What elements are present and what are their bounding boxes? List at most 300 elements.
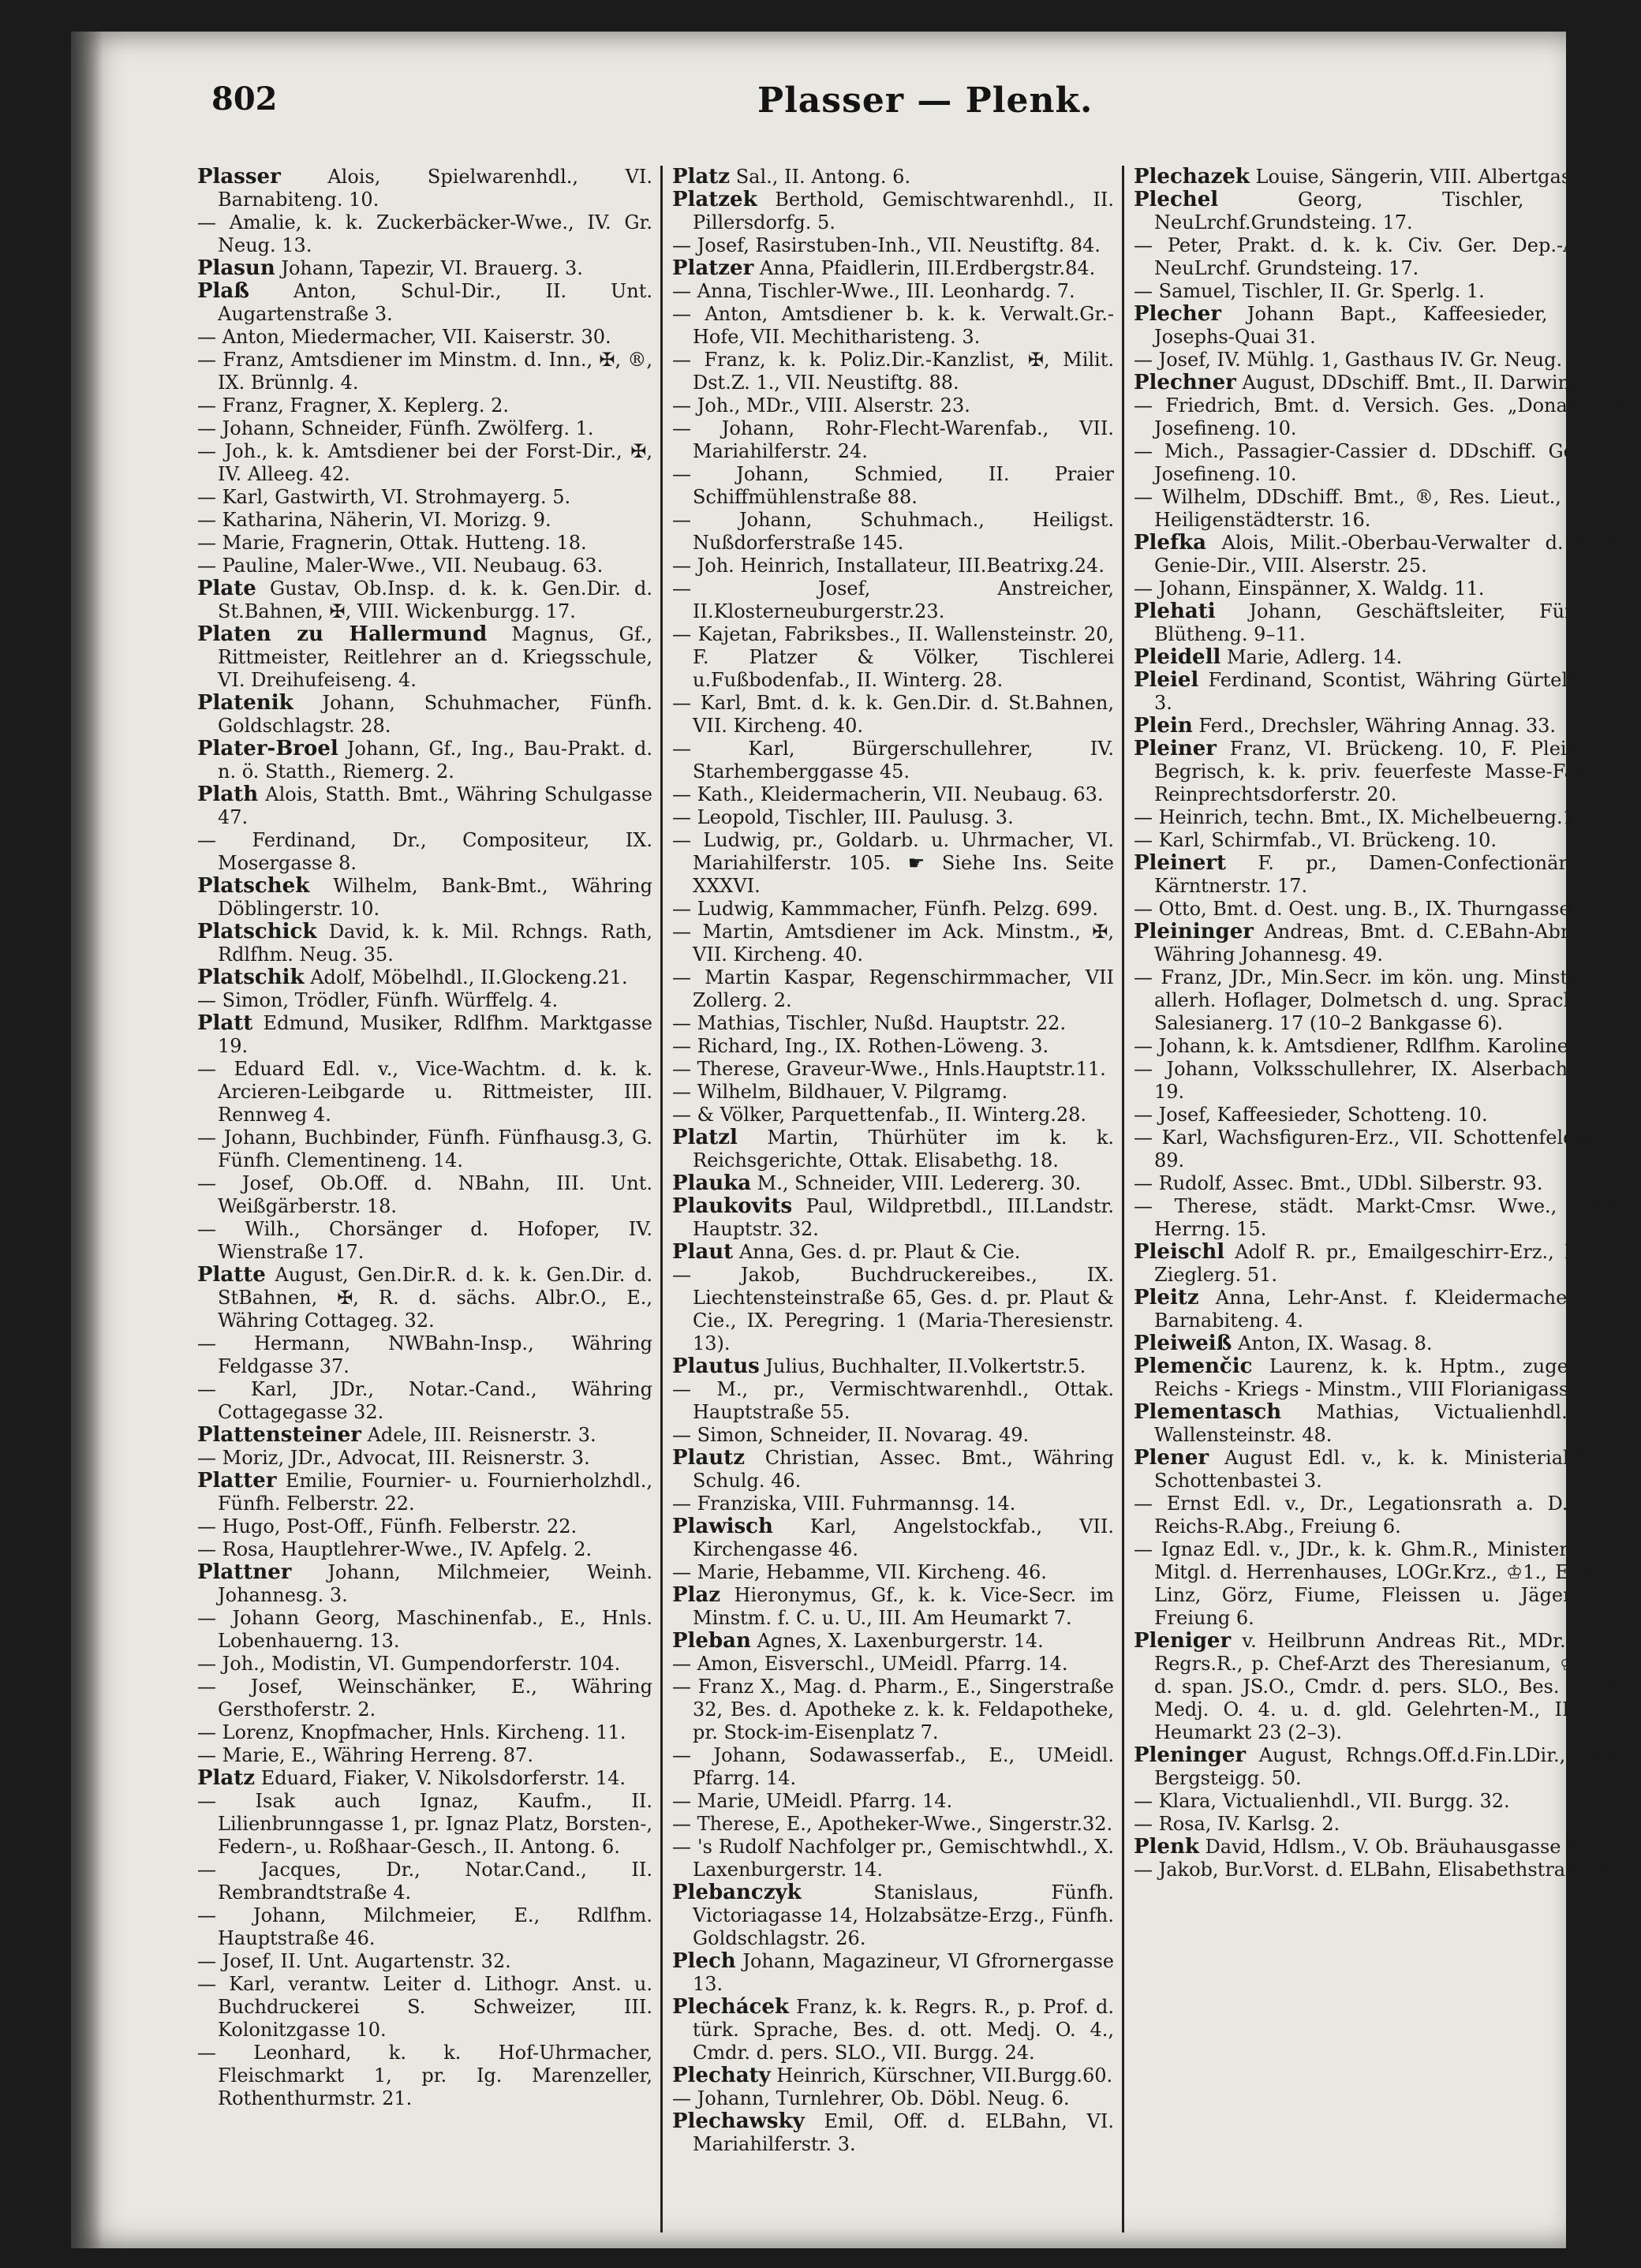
directory-entry bbox=[1134, 189, 1629, 234]
directory-entry bbox=[672, 417, 1114, 463]
directory-entry bbox=[1134, 1172, 1629, 1195]
entry-surname: Plath bbox=[197, 783, 259, 806]
entry-details: Marie, Adlerg. 14. bbox=[1220, 646, 1403, 668]
directory-entry bbox=[197, 875, 652, 921]
entry-details: Adele, III. Reisnerstr. 3. bbox=[361, 1424, 596, 1446]
directory-entry bbox=[672, 829, 1114, 898]
book-spine-shadow bbox=[71, 32, 103, 2248]
directory-entry bbox=[197, 349, 652, 394]
entry-details: — Leonhard, k. k. Hof-Uhrmacher, Fleischmarkt 1, pr. Ig. Marenzeller, Rothenthurmstr. 21. bbox=[197, 2042, 652, 2109]
directory-entry bbox=[672, 692, 1114, 738]
directory-entry bbox=[672, 1561, 1114, 1584]
entry-details: Berthold, Gemischtwarenhdl., II. Pillersdorfg. 5. bbox=[693, 189, 1114, 234]
entry-details: — Johann, Milchmeier, E., Rdlfhm. Hauptstraße 46. bbox=[197, 1904, 652, 1949]
directory-entry bbox=[197, 394, 652, 417]
entry-details: — Katharina, Näherin, VI. Morizg. 9. bbox=[197, 509, 551, 531]
directory-entry bbox=[1134, 1104, 1629, 1127]
directory-entry bbox=[1134, 166, 1629, 189]
entry-surname: Pleidell bbox=[1134, 645, 1221, 669]
directory-entry bbox=[1134, 1355, 1629, 1401]
directory-entry bbox=[197, 1607, 652, 1653]
directory-entry bbox=[197, 2042, 652, 2110]
directory-entry bbox=[1134, 1058, 1629, 1104]
entry-details: Johann, Gf., Ing., Bau-Prakt. d. n. ö. Statth., Riemerg. 2. bbox=[218, 738, 652, 783]
entry-details: — Ludwig, pr., Goldarb. u. Uhrmacher, VI. Mariahilferstr. 105. ☛ Siehe Ins. Seite XXXVI. bbox=[672, 829, 1114, 897]
entry-details: — Karl, Bmt. d. k. k. Gen.Dir. d. St.Bahnen, VII. Kircheng. 40. bbox=[672, 692, 1114, 737]
entry-details: — Johann, Sodawasserfab., E., UMeidl. Pfarrg. 14. bbox=[672, 1744, 1114, 1789]
directory-entry bbox=[672, 280, 1114, 303]
directory-entry bbox=[1134, 372, 1629, 394]
entry-surname: Plechazek bbox=[1134, 165, 1250, 189]
directory-entry bbox=[197, 1904, 652, 1950]
entry-surname: Pleininger bbox=[1134, 920, 1254, 943]
directory-entry bbox=[672, 1264, 1114, 1355]
directory-entry bbox=[1134, 1630, 1629, 1744]
entry-details: — Josef, II. Unt. Augartenstr. 32. bbox=[197, 1950, 511, 1972]
entry-details: — Wilhelm, Bildhauer, V. Pilgramg. bbox=[672, 1081, 1008, 1103]
entry-details: — Karl, Bürgerschullehrer, IV. Starhemberggasse 45. bbox=[672, 738, 1114, 783]
directory-entry bbox=[1134, 1538, 1629, 1630]
entry-surname: Pleinert bbox=[1134, 851, 1226, 875]
entry-details: — Josef, Ob.Off. d. NBahn, III. Unt. Weißgärberstr. 18. bbox=[197, 1172, 652, 1217]
directory-entry bbox=[672, 1744, 1114, 1790]
directory-entry bbox=[197, 783, 652, 829]
entry-details: — Johann, Buchbinder, Fünfh. Fünfhausg.3, G. Fünfh. Clementineng. 14. bbox=[197, 1127, 652, 1171]
entry-details: — Franz, k. k. Poliz.Dir.-Kanzlist, ✠, Milit. Dst.Z. 1., VII. Neustiftg. 88. bbox=[672, 349, 1114, 394]
directory-entry bbox=[672, 783, 1114, 806]
entry-details: — Marie, Fragnerin, Ottak. Hutteng. 18. bbox=[197, 532, 587, 554]
entry-details: — Anna, Tischler-Wwe., III. Leonhardg. 7. bbox=[672, 280, 1075, 302]
entry-details: — Anton, Miedermacher, VII. Kaiserstr. 30. bbox=[197, 326, 611, 348]
entry-details: — Heinrich, techn. Bmt., IX. Michelbeuerng.1. bbox=[1134, 806, 1581, 828]
entry-details: — Johann, Turnlehrer, Ob. Döbl. Neug. 6. bbox=[672, 2087, 1070, 2109]
entry-details: — Isak auch Ignaz, Kaufm., II. Lilienbrunngasse 1, pr. Ignaz Platz, Borsten-, Federn-, u. Roßhaar-Gesch., II. Antong. 6. bbox=[197, 1790, 652, 1858]
entry-details: — Otto, Bmt. d. Oest. ung. B., IX. Thurngasse 5. bbox=[1134, 898, 1595, 920]
entry-details: — Rudolf, Assec. Bmt., UDbl. Silberstr. 93. bbox=[1134, 1172, 1543, 1194]
directory-entry bbox=[1134, 1241, 1629, 1287]
directory-entry bbox=[672, 966, 1114, 1012]
entry-details: — Johann, Rohr-Flecht-Warenfab., VII. Mariahilferstr. 24. bbox=[672, 417, 1114, 462]
directory-entry bbox=[1134, 829, 1629, 852]
directory-entry bbox=[197, 509, 652, 532]
directory-entry bbox=[1134, 646, 1629, 669]
entry-details: — Mich., Passagier-Cassier d. DDschiff. Ges., II. Josefineng. 10. bbox=[1134, 440, 1629, 485]
entry-details: — Karl, Wachsfiguren-Erz., VII. Schottenfeldgasse 89. bbox=[1134, 1127, 1629, 1171]
directory-entry bbox=[197, 1127, 652, 1172]
entry-details: — Kath., Kleidermacherin, VII. Neubaug. 63. bbox=[672, 783, 1104, 805]
directory-entry bbox=[1134, 1744, 1629, 1790]
directory-entry bbox=[197, 1058, 652, 1127]
directory-entry bbox=[672, 806, 1114, 829]
entry-details: Karl, Angelstockfab., VII. Kirchengasse 46. bbox=[693, 1515, 1114, 1560]
directory-entry bbox=[197, 623, 652, 692]
entry-surname: Plautz bbox=[672, 1446, 745, 1470]
entry-details: David, k. k. Mil. Rchngs. Rath, Rdlfhm. Neug. 35. bbox=[218, 921, 652, 966]
entry-details: — Joh., MDr., VIII. Alserstr. 23. bbox=[672, 394, 970, 417]
entry-details: Sal., II. Antong. 6. bbox=[730, 166, 911, 188]
entry-surname: Plebanczyk bbox=[672, 1881, 802, 1904]
entry-details: Anna, Ges. d. pr. Plaut & Cie. bbox=[733, 1241, 1021, 1263]
entry-details: Magnus, Gf., Rittmeister, Reitlehrer an d. Kriegsschule, VI. Dreihufeiseng. 4. bbox=[218, 623, 652, 691]
entry-surname: Platzl bbox=[672, 1126, 738, 1149]
entry-details: — Karl, Gastwirth, VI. Strohmayerg. 5. bbox=[197, 486, 571, 508]
entry-details: Georg, Tischler, E., NeuLrchf.Grundsteing. 17. bbox=[1154, 189, 1629, 234]
entry-details: Anton, IX. Wasag. 8. bbox=[1232, 1332, 1433, 1354]
entry-details: — Anton, Amtsdiener b. k. k. Verwalt.Gr.-Hofe, VII. Mechitharisteng. 3. bbox=[672, 303, 1114, 348]
directory-entry bbox=[197, 1721, 652, 1744]
entry-surname: Platen zu Hallermund bbox=[197, 622, 488, 646]
entry-surname: Plechner bbox=[1134, 371, 1236, 394]
entry-details: — Marie, UMeidl. Pfarrg. 14. bbox=[672, 1790, 953, 1812]
directory-entry bbox=[1134, 1493, 1629, 1538]
entry-details: — Joh., Modistin, VI. Gumpendorferstr. 104. bbox=[197, 1653, 621, 1675]
entry-surname: Plate bbox=[197, 577, 256, 600]
entry-details: Hieronymus, Gf., k. k. Vice-Secr. im Minstm. f. C. u. U., III. Am Heumarkt 7. bbox=[693, 1584, 1114, 1629]
directory-entry bbox=[672, 2087, 1114, 2110]
running-head: Plasser — Plenk. bbox=[757, 80, 1093, 121]
entry-details: Alois, Spielwarenhdl., VI. Barnabiteng. 10. bbox=[218, 166, 652, 211]
directory-entry bbox=[672, 189, 1114, 234]
directory-entry bbox=[672, 898, 1114, 921]
directory-entry bbox=[672, 1515, 1114, 1561]
directory-entry bbox=[672, 577, 1114, 623]
entry-details: — Mathias, Tischler, Nußd. Hauptstr. 22. bbox=[672, 1012, 1067, 1034]
entry-details: Julius, Buchhalter, II.Volkertstr.5. bbox=[759, 1355, 1086, 1377]
entry-details: Laurenz, k. k. Hptm., zugeth. d. Reichs - Kriegs - Minstm., VIII Florianigasse 10. bbox=[1154, 1355, 1629, 1400]
directory-entry bbox=[197, 1744, 652, 1767]
directory-entry bbox=[1134, 1447, 1629, 1493]
entry-details: — Karl, Schirmfab., VI. Brückeng. 10. bbox=[1134, 829, 1497, 851]
entry-details: — Johann Georg, Maschinenfab., E., Hnls. Lobenhauerng. 13. bbox=[197, 1607, 652, 1652]
entry-details: Ferdinand, Scontist, Währing Gürtelstraße 3. bbox=[1154, 669, 1629, 714]
entry-surname: Pleban bbox=[672, 1629, 751, 1653]
entry-details: — Kajetan, Fabriksbes., II. Wallensteinstr. 20, F. Platzer & Völker, Tischlerei u.Fußbodenfab., II. Winterg. 28. bbox=[672, 623, 1114, 691]
entry-details: Alois, Milit.-Oberbau-Verwalter d. k. k. Genie-Dir., VIII. Alserstr. 25. bbox=[1154, 532, 1629, 577]
page-number: 802 bbox=[211, 80, 278, 118]
entry-surname: Plenk bbox=[1134, 1835, 1199, 1859]
entry-details: — 's Rudolf Nachfolger pr., Gemischtwhdl., X. Laxenburgerstr. 14. bbox=[672, 1836, 1114, 1881]
directory-entry bbox=[1134, 600, 1629, 646]
entry-details: — Johann, Volksschullehrer, IX. Alserbachstraße 19. bbox=[1134, 1058, 1629, 1103]
entry-surname: Platzer bbox=[672, 256, 754, 280]
entry-details: — Rosa, IV. Karlsg. 2. bbox=[1134, 1813, 1340, 1835]
directory-entry bbox=[1134, 349, 1629, 372]
entry-details: — Jacques, Dr., Notar.Cand., II. Rembrandtstraße 4. bbox=[197, 1859, 652, 1904]
directory-entry bbox=[197, 1378, 652, 1424]
directory-entry bbox=[672, 1172, 1114, 1195]
directory-entry bbox=[197, 280, 652, 326]
directory-entry bbox=[672, 555, 1114, 577]
entry-surname: Pleiweiß bbox=[1134, 1332, 1232, 1355]
entry-details: — Franz X., Mag. d. Pharm., E., Singerstraße 32, Bes. d. Apotheke z. k. k. Feldapotheke, pr. Stock-im-Eisenplatz 7. bbox=[672, 1676, 1114, 1743]
directory-entry bbox=[197, 532, 652, 555]
entry-surname: Platzek bbox=[672, 188, 757, 211]
entry-details: Martin, Thürhüter im k. k. Reichsgerichte, Ottak. Elisabethg. 18. bbox=[693, 1127, 1114, 1171]
directory-entry bbox=[672, 1836, 1114, 1881]
entry-details: Johann, Milchmeier, Weinh. Johannesg. 3. bbox=[218, 1561, 652, 1606]
directory-entry bbox=[197, 1790, 652, 1859]
directory-entry bbox=[197, 829, 652, 875]
directory-entry bbox=[672, 1630, 1114, 1653]
entry-details: — Karl, verantw. Leiter d. Lithogr. Anst. u. Buchdruckerei S. Schweizer, III. Kolonitzgasse 10. bbox=[197, 1973, 652, 2041]
directory-entry bbox=[197, 1767, 652, 1790]
directory-entry bbox=[197, 486, 652, 509]
directory-entry bbox=[197, 966, 652, 989]
entry-details: — Rosa, Hauptlehrer-Wwe., IV. Apfelg. 2. bbox=[197, 1538, 592, 1560]
directory-entry bbox=[197, 1950, 652, 1973]
entry-details: — Peter, Prakt. d. k. k. Civ. Ger. Dep.-Amtes, NeuLrchf. Grundsteing. 17. bbox=[1134, 234, 1629, 279]
directory-entry bbox=[1134, 486, 1629, 532]
directory-entry bbox=[1134, 715, 1629, 738]
entry-details: — Martin Kaspar, Regenschirmmacher, VII Zollerg. 2. bbox=[672, 966, 1114, 1011]
directory-entry bbox=[197, 1470, 652, 1515]
entry-details: — Friedrich, Bmt. d. Versich. Ges. „Donau“, II. Josefineng. 10. bbox=[1134, 394, 1629, 439]
directory-entry bbox=[672, 257, 1114, 280]
entry-surname: Plautus bbox=[672, 1354, 760, 1378]
directory-entry bbox=[672, 1081, 1114, 1104]
directory-entry bbox=[1134, 1035, 1629, 1058]
entry-surname: Platschek bbox=[197, 874, 310, 898]
directory-entry bbox=[672, 921, 1114, 966]
entry-details: — Pauline, Maler-Wwe., VII. Neubaug. 63. bbox=[197, 555, 604, 577]
directory-entry bbox=[672, 463, 1114, 509]
entry-details: — Ernst Edl. v., Dr., Legationsrath a. D., ♔3., Reichs-R.Abg., Freiung 6. bbox=[1134, 1493, 1629, 1538]
entry-details: Adolf, Möbelhdl., II.Glockeng.21. bbox=[304, 966, 628, 988]
entry-details: Alois, Statth. Bmt., Währing Schulgasse 47. bbox=[218, 783, 652, 828]
entry-details: — Ludwig, Kammmacher, Fünfh. Pelzg. 699. bbox=[672, 898, 1099, 920]
entry-surname: Platschik bbox=[197, 966, 305, 989]
directory-entry bbox=[197, 577, 652, 623]
directory-entry bbox=[672, 1378, 1114, 1424]
entry-details: Emilie, Fournier- u. Fournierholzhdl., Fünfh. Felberstr. 22. bbox=[218, 1470, 652, 1515]
entry-surname: Platte bbox=[197, 1263, 266, 1287]
entry-surname: Plechácek bbox=[672, 1995, 789, 2019]
entry-details: Stanislaus, Fünfh. Victoriagasse 14, Holzabsätze-Erzg., Fünfh. Goldschlagstr. 26. bbox=[693, 1881, 1114, 1949]
entry-details: — Johann, Schneider, Fünfh. Zwölferg. 1. bbox=[197, 417, 594, 439]
directory-entry bbox=[1134, 852, 1629, 898]
directory-entry bbox=[672, 1195, 1114, 1241]
directory-entry bbox=[672, 2064, 1114, 2087]
entry-details: Heinrich, Kürschner, VII.Burgg.60. bbox=[770, 2064, 1113, 2087]
directory-entry bbox=[672, 1676, 1114, 1744]
entry-surname: Plattensteiner bbox=[197, 1423, 361, 1447]
entry-details: — Hermann, NWBahn-Insp., Währing Feldgasse 37. bbox=[197, 1332, 652, 1377]
entry-surname: Pleischl bbox=[1134, 1240, 1225, 1264]
entry-surname: Plater-Broel bbox=[197, 737, 338, 760]
directory-entry bbox=[197, 989, 652, 1012]
entry-details: — Lorenz, Knopfmacher, Hnls. Kircheng. 11. bbox=[197, 1721, 626, 1743]
directory-entry bbox=[672, 1035, 1114, 1058]
entry-surname: Pleiel bbox=[1134, 668, 1199, 692]
entry-details: Christian, Assec. Bmt., Währing Schulg. 46. bbox=[693, 1447, 1114, 1492]
entry-surname: Pleiner bbox=[1134, 737, 1217, 760]
directory-entry bbox=[197, 1561, 652, 1607]
directory-entry bbox=[197, 1676, 652, 1721]
entry-details: — Franz, Amtsdiener im Minstm. d. Inn., ✠, ®, IX. Brünnlg. 4. bbox=[197, 349, 652, 394]
entry-details: — Wilhelm, DDschiff. Bmt., ®, Res. Lieut., Grinz. Heiligenstädterstr. 16. bbox=[1134, 486, 1629, 531]
directory-entry bbox=[1134, 1859, 1629, 1881]
entry-surname: Plefka bbox=[1134, 531, 1207, 555]
entry-details: — Amalie, k. k. Zuckerbäcker-Wwe., IV. Gr. Neug. 13. bbox=[197, 211, 652, 256]
directory-entry bbox=[1134, 898, 1629, 921]
directory-entry bbox=[672, 1813, 1114, 1836]
entry-details: v. Heilbrunn Andreas Rit., MDr., k. k. Regrs.R., p. Chef-Arzt des Theresianum, ♔3., C. d. span. JS.O., Cmdr. d. pers. SLO., Bes. d. ott. Medj. O. 4. u. d. gld. Gelehrten-M., III. Am Heumarkt 23 (2–3). bbox=[1154, 1630, 1629, 1743]
entry-surname: Plecher bbox=[1134, 302, 1221, 326]
directory-entry bbox=[672, 738, 1114, 783]
directory-entry bbox=[1134, 921, 1629, 966]
directory-entry bbox=[197, 257, 652, 280]
directory-entry bbox=[1134, 1401, 1629, 1447]
entry-details: — Ignaz Edl. v., JDr., k. k. Ghm.R., Minister a. D., Mitgl. d. Herrenhauses, LOGr.Krz., ♔1., Ehgr. v. Linz, Görz, Fiume, Fleissen u. Jägerndorf, Freiung 6. bbox=[1134, 1538, 1629, 1629]
directory-entry bbox=[197, 1012, 652, 1058]
directory-entry bbox=[197, 1859, 652, 1904]
entry-surname: Plawisch bbox=[672, 1515, 773, 1538]
directory-entry bbox=[672, 234, 1114, 257]
entry-details: Mathias, Victualienhdl., II. Wallensteinstr. 48. bbox=[1154, 1401, 1629, 1446]
entry-details: F. pr., Damen-Confectionär, E., Kärntnerstr. 17. bbox=[1154, 852, 1629, 897]
entry-details: Andreas, Bmt. d. C.EBahn-Abr. Bur., Währing Johannesg. 49. bbox=[1154, 921, 1629, 966]
directory-entry bbox=[1134, 1836, 1629, 1859]
directory-entry bbox=[1134, 532, 1629, 577]
directory-entry bbox=[672, 1355, 1114, 1378]
directory-entry bbox=[1134, 280, 1629, 303]
directory-entry bbox=[197, 1172, 652, 1218]
entry-details: — Leopold, Tischler, III. Paulusg. 3. bbox=[672, 806, 1014, 828]
entry-details: David, Hdlsm., V. Ob. Bräuhausgasse 8. bbox=[1198, 1836, 1585, 1858]
entry-details: Louise, Sängerin, VIII. Albertgasse 25. bbox=[1249, 166, 1628, 188]
directory-entry bbox=[672, 2110, 1114, 2156]
directory-entry bbox=[197, 1264, 652, 1332]
directory-entry bbox=[197, 1332, 652, 1378]
entry-surname: Platt bbox=[197, 1011, 253, 1035]
entry-details: Paul, Wildpretbdl., III.Landstr. Hauptstr. 32. bbox=[693, 1195, 1114, 1240]
entry-surname: Platschick bbox=[197, 920, 317, 943]
entry-surname: Plehati bbox=[1134, 600, 1216, 623]
directory-entry bbox=[1134, 234, 1629, 280]
entry-details: — Johann, Schuhmach., Heiligst. Nußdorferstraße 145. bbox=[672, 509, 1114, 554]
entry-details: Eduard, Fiaker, V. Nikolsdorferstr. 14. bbox=[255, 1767, 626, 1789]
entry-details: — Klara, Victualienhdl., VII. Burgg. 32. bbox=[1134, 1790, 1510, 1812]
entry-details: Johann, Geschäftsleiter, Fünfhaus Blütheng. 9–11. bbox=[1154, 600, 1629, 645]
directory-entry bbox=[1134, 1195, 1629, 1241]
entry-surname: Plaz bbox=[672, 1583, 721, 1607]
entry-details: — Josef, Rasirstuben-Inh., VII. Neustiftg. 84. bbox=[672, 234, 1101, 256]
entry-details: — Martin, Amtsdiener im Ack. Minstm., ✠, VII. Kircheng. 40. bbox=[672, 921, 1114, 966]
directory-columns bbox=[197, 166, 1641, 2233]
directory-entry bbox=[197, 1538, 652, 1561]
entry-details: — Ferdinand, Dr., Compositeur, IX. Mosergasse 8. bbox=[197, 829, 652, 874]
directory-entry bbox=[672, 1790, 1114, 1813]
directory-entry bbox=[1134, 577, 1629, 600]
entry-details: Ferd., Drechsler, Währing Annag. 33. bbox=[1192, 715, 1557, 737]
directory-entry bbox=[672, 1241, 1114, 1264]
directory-entry bbox=[197, 1424, 652, 1447]
entry-details: — Therese, E., Apotheker-Wwe., Singerstr.32. bbox=[672, 1813, 1113, 1835]
directory-entry bbox=[672, 1653, 1114, 1676]
directory-entry bbox=[197, 326, 652, 349]
entry-details: — Wilh., Chorsänger d. Hofoper, IV. Wienstraße 17. bbox=[197, 1218, 652, 1263]
directory-entry bbox=[197, 166, 652, 211]
entry-surname: Plener bbox=[1134, 1446, 1209, 1470]
entry-details: — Marie, Hebamme, VII. Kircheng. 46. bbox=[672, 1561, 1047, 1583]
entry-details: Franz, k. k. Regrs. R., p. Prof. d. türk. Sprache, Bes. d. ott. Medj. O. 4., Cmdr. d. pers. SLO., VII. Burgg. 24. bbox=[693, 1996, 1114, 2064]
entry-details: — Franz, JDr., Min.Secr. im kön. ung. Minstm. am allerh. Hoflager, Dolmetsch d. ung. Sprache, III. Salesianerg. 17 (10–2 Bankgasse 6). bbox=[1134, 966, 1629, 1034]
entry-details: — Therese, städt. Markt-Cmsr. Wwe., Hnls. Herrng. 15. bbox=[1134, 1195, 1629, 1240]
directory-entry bbox=[672, 349, 1114, 394]
entry-surname: Platenik bbox=[197, 691, 293, 715]
entry-details: August, Rchngs.Off.d.Fin.LDir., Hnls. Bergsteigg. 50. bbox=[1154, 1744, 1629, 1789]
entry-details: — Johann, Einspänner, X. Waldg. 11. bbox=[1134, 577, 1485, 600]
directory-entry bbox=[672, 1996, 1114, 2064]
directory-entry bbox=[1134, 1790, 1629, 1813]
directory-page bbox=[71, 32, 1629, 2248]
directory-entry bbox=[197, 1515, 652, 1538]
entry-details: — Simon, Schneider, II. Novarag. 49. bbox=[672, 1424, 1030, 1446]
entry-surname: Plech bbox=[672, 1949, 736, 1973]
entry-surname: Platz bbox=[197, 1766, 256, 1790]
entry-details: Anton, Schul-Dir., II. Unt. Augartenstraße 3. bbox=[218, 280, 652, 325]
entry-surname: Plein bbox=[1134, 714, 1193, 738]
entry-details: August, Gen.Dir.R. d. k. k. Gen.Dir. d. StBahnen, ✠, R. d. sächs. Albr.O., E., Währing Cottageg. 32. bbox=[218, 1264, 652, 1332]
directory-entry bbox=[1134, 440, 1629, 486]
entry-details: Emil, Off. d. ELBahn, VI. Mariahilferstr. 3. bbox=[693, 2110, 1114, 2155]
entry-details: Edmund, Musiker, Rdlfhm. Marktgasse 19. bbox=[218, 1012, 652, 1057]
entry-details: — Richard, Ing., IX. Rothen-Löweng. 3. bbox=[672, 1035, 1049, 1057]
directory-entry bbox=[1134, 394, 1629, 440]
entry-details: Gustav, Ob.Insp. d. k. k. Gen.Dir. d. St.Bahnen, ✠, VIII. Wickenburgg. 17. bbox=[218, 577, 652, 622]
entry-details: Johann, Schuhmacher, Fünfh. Goldschlagstr. 28. bbox=[218, 692, 652, 737]
directory-entry bbox=[1134, 1287, 1629, 1332]
directory-entry bbox=[672, 1424, 1114, 1447]
directory-entry bbox=[197, 1973, 652, 2042]
column-1 bbox=[197, 166, 663, 2233]
directory-entry bbox=[197, 211, 652, 257]
entry-details: — Josef, IV. Mühlg. 1, Gasthaus IV. Gr. Neug. 18. bbox=[1134, 349, 1598, 371]
directory-entry bbox=[672, 394, 1114, 417]
entry-surname: Plaukovits bbox=[672, 1194, 793, 1218]
directory-entry bbox=[672, 1881, 1114, 1950]
entry-details: — Josef, Weinschänker, E., Währing Gersthoferstr. 2. bbox=[197, 1676, 652, 1721]
entry-details: — Marie, E., Währing Herreng. 87. bbox=[197, 1744, 533, 1766]
directory-entry bbox=[1134, 1813, 1629, 1836]
entry-details: Adolf R. pr., Emailgeschirr-Erz., E., VII Zieglerg. 51. bbox=[1154, 1241, 1629, 1286]
directory-entry bbox=[672, 1127, 1114, 1172]
entry-details: — Franziska, VIII. Fuhrmannsg. 14. bbox=[672, 1493, 1016, 1515]
entry-details: — Karl, JDr., Notar.-Cand., Währing Cottagegasse 32. bbox=[197, 1378, 652, 1423]
entry-surname: Plasser bbox=[197, 165, 281, 189]
entry-details: Johann, Magazineur, VI Gfrornergasse 13. bbox=[693, 1950, 1114, 1995]
entry-details: Franz, VI. Brückeng. 10, F. Pleiner & Begrisch, k. k. priv. feuerfeste Masse-Fab., V. Reinprechtsdorferstr. 20. bbox=[1154, 738, 1629, 805]
entry-details: — Josef, Kaffeesieder, Schotteng. 10. bbox=[1134, 1104, 1488, 1126]
entry-details: — Jakob, Bur.Vorst. d. ELBahn, Elisabethstraße 9. bbox=[1134, 1859, 1613, 1881]
entry-details: — Josef, Anstreicher, II.Klosterneuburgerstr.23. bbox=[672, 577, 1114, 622]
page-header bbox=[71, 80, 1566, 144]
directory-entry bbox=[197, 921, 652, 966]
directory-entry bbox=[197, 1218, 652, 1264]
directory-entry bbox=[1134, 966, 1629, 1035]
directory-entry bbox=[672, 1950, 1114, 1996]
directory-entry bbox=[1134, 806, 1629, 829]
entry-surname: Plemenčic bbox=[1134, 1354, 1253, 1378]
entry-details: — Franz, Fragner, X. Keplerg. 2. bbox=[197, 394, 510, 417]
entry-details: — Moriz, JDr., Advocat, III. Reisnerstr. 3. bbox=[197, 1447, 590, 1469]
entry-details: Wilhelm, Bank-Bmt., Währing Döblingerstr. 10. bbox=[218, 875, 652, 920]
entry-surname: Pleitz bbox=[1134, 1286, 1199, 1310]
directory-entry bbox=[672, 623, 1114, 692]
directory-entry bbox=[197, 1447, 652, 1470]
directory-entry bbox=[1134, 1127, 1629, 1172]
entry-surname: Plaß bbox=[197, 279, 250, 303]
